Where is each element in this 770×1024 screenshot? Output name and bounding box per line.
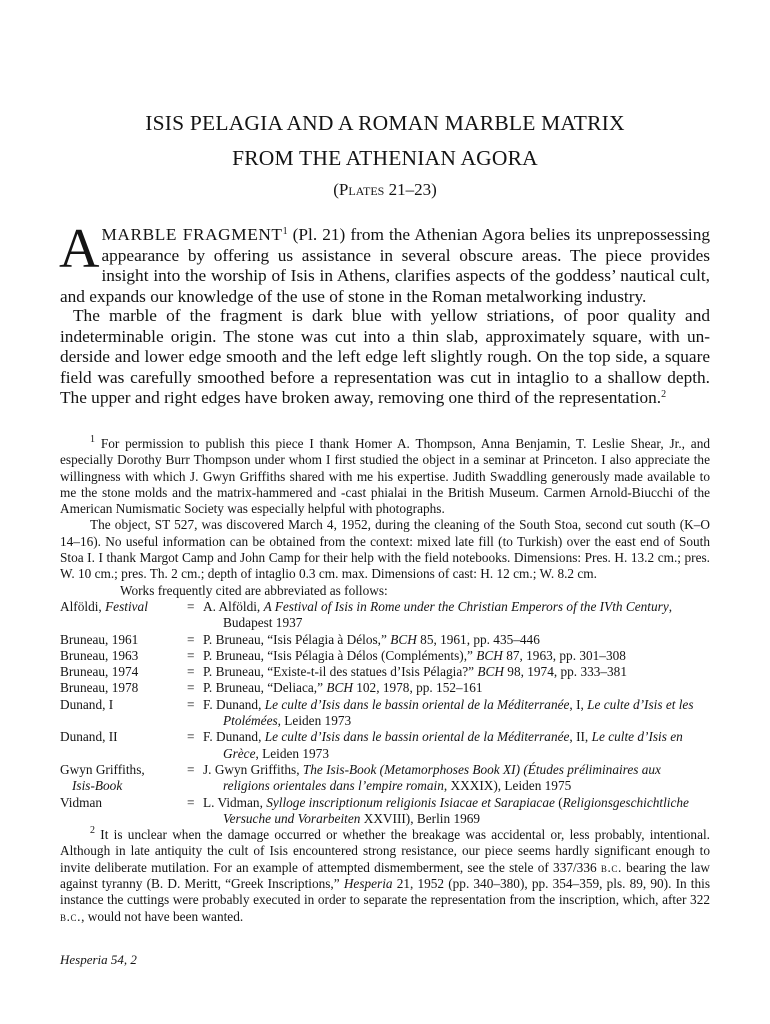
equals-sign: = xyxy=(187,761,195,777)
abbreviation-value xyxy=(203,762,710,795)
footnote-ref-1[interactable]: 1 xyxy=(282,226,288,237)
equals-sign: = xyxy=(187,598,195,614)
footnote-1 xyxy=(60,436,710,517)
value-text: , Leiden 1973 xyxy=(255,745,329,761)
abbreviation-key xyxy=(60,762,187,795)
abbreviation-key: Bruneau, 1978 xyxy=(60,680,139,696)
value-text: , II, xyxy=(569,729,592,745)
value-italic: BCH xyxy=(326,680,353,696)
value-text: J. Gwyn Griffiths, xyxy=(203,761,303,777)
journal-title: Hesperia xyxy=(343,876,393,892)
abbreviations-intro: Works frequently cited are abbreviated as follows: xyxy=(120,582,388,598)
value-text: F. Dunand, xyxy=(203,696,265,712)
era-abbreviation: b.c. xyxy=(60,908,82,924)
value-text: , Budapest 1937 xyxy=(223,598,673,631)
paragraph-1 xyxy=(59,218,710,307)
abbreviation-row xyxy=(60,729,710,762)
value-italic: Le culte d’Isis dans le bassin oriental de la Méditerranée xyxy=(264,729,570,745)
paragraph-2 xyxy=(60,306,710,409)
paragraph-2-text: The marble of the fragment is dark blue with yellow striations, of poor quality and indeterminable origin. The stone was cut into a thin slab, approximately square, with underside and lower edge smooth and the left edge left slightly rough. On the top side, a square field was carefully smoothed before a representation was cut in intaglio to a shallow depth. The upper and right edges have broken away, removing one third of the representation. xyxy=(60,306,710,407)
article-title-line-1: ISIS PELAGIA AND A ROMAN MARBLE MATRIX xyxy=(145,111,625,135)
abbreviation-row xyxy=(60,648,710,664)
value-italic: Le culte d’Isis en Grèce xyxy=(223,729,683,761)
equals-sign: = xyxy=(187,631,195,647)
footnote-2-text: bearing the law against tyranny (B. D. Meritt, “Greek Inscriptions,” xyxy=(60,859,710,892)
equals-sign: = xyxy=(187,794,195,810)
abbreviation-row xyxy=(60,697,710,730)
value-italic: Sylloge inscriptionum religionis Isiacae et Sarapiacae xyxy=(266,794,555,810)
era-abbreviation: b.c. xyxy=(600,859,622,875)
abbreviation-key: Bruneau, 1974 xyxy=(60,664,139,680)
article-title-line-2: FROM THE ATHENIAN AGORA xyxy=(232,146,538,170)
abbreviation-value xyxy=(203,599,710,632)
value-text: 85, 1961, pp. 435–446 xyxy=(416,631,540,647)
value-italic: The Isis-Book (Metamorphoses Book XI) (Études préliminaires aux religions orientales dans l’empire romain xyxy=(223,761,661,794)
value-text: 87, 1963, pp. 301–308 xyxy=(502,647,626,663)
abbreviation-row xyxy=(60,680,710,696)
abbreviation-value xyxy=(203,697,710,730)
value-text: , XXXIX), Leiden 1975 xyxy=(443,778,572,794)
footnote-2-text: 21, 1952 (pp. 340–380), pp. 354–359, pls. 89, 90). In this instance the cuttings were probably executed in order to separate the representation from the inscription, which, after 322 xyxy=(60,876,711,908)
value-text: P. Bruneau, “Existe-t-il des statues d’Isis Pélagia?” xyxy=(203,664,478,680)
abbreviation-value xyxy=(203,648,710,664)
abbreviation-row xyxy=(60,664,710,680)
abbreviation-key-italic: Festival xyxy=(105,598,148,614)
value-italic: BCH xyxy=(476,647,503,663)
footnote-ref-2[interactable]: 2 xyxy=(661,389,667,400)
value-italic: BCH xyxy=(477,664,504,680)
footnote-2-number: 2 xyxy=(90,825,95,837)
abbreviation-value xyxy=(203,680,710,696)
value-italic: A Festival of Isis in Rome under the Christian Emperors of the IVth Century xyxy=(263,598,669,614)
abbreviation-row xyxy=(60,632,710,648)
value-text: P. Bruneau, “Isis Pélagia à Délos (Compléments),” xyxy=(203,647,477,663)
footnote-1-paragraph-2: The object, ST 527, was discovered March 4, 1952, during the cleaning of the South Stoa, second cut south (K–O 14–16). No useful information can be obtained from the context: mixed late fill (to Turkish) over the east end of South Stoa I. I thank Margot Camp and John Camp for their help with the field notebooks. Dimensions: Pres. H. 13.2 cm.; pres. W. 10 cm.; pres. Th. 2 cm.; depth of intaglio 0.3 cm. max. Dimensions of cast: H. 12 cm.; W. 8.2 cm. xyxy=(60,517,710,582)
value-text: 98, 1974, pp. 333–381 xyxy=(503,664,627,680)
lead-in: MARBLE FRAGMENT xyxy=(101,225,283,244)
value-italic: Le culte d’Isis dans le bassin oriental de la Méditerranée xyxy=(264,696,570,712)
footnote-1-text: For permission to publish this piece I thank Homer A. Thompson, Anna Benjamin, T. Leslie Shear, Jr., and especially Dorothy Burr Thompson under whom I first studied the object in a seminar at Princeton. I also appreciate the willingness with which J. Gwyn Griffiths shared with me his expertise. Judith Swaddling generously made available to me the stone molds and the matrix-hammered and -cast phialai in the British Museum. Carmen Arnold-Biucchi of the American Numismatic Society was especially helpful with photographs. xyxy=(60,436,710,517)
value-text: P. Bruneau, “Deliaca,” xyxy=(203,680,327,696)
equals-sign: = xyxy=(187,696,195,712)
footnote-2 xyxy=(60,827,710,925)
value-text: A. Alföldi, xyxy=(203,598,264,614)
footnotes xyxy=(60,436,710,925)
abbreviation-key-text: Gwyn Griffiths, xyxy=(60,761,145,777)
value-text: , I, xyxy=(569,696,588,712)
equals-sign: = xyxy=(187,664,195,680)
footnote-2-text: It is unclear when the damage occurred or whether the breakage was accidental or, less probably, intentional. Although in late antiquity the cult of Isis encountered strong resistance, our piece seems hardly significant enough to invite deliberate mutilation. For an example of attempted dismemberment, see the stele of 337/336 xyxy=(60,827,710,875)
paragraph-1-text: (Pl. 21) from the Athenian Agora belies its unprepossessing appearance by offering us assistance in several obscure areas. The piece provides insight into the worship of Isis in Athens, clarifies aspects of the goddess’ nautical cult, and expands our knowledge of the use of stone in the Roman metalworking industry. xyxy=(60,225,710,306)
equals-sign: = xyxy=(187,729,195,745)
abbreviation-key xyxy=(60,599,187,632)
value-text: P. Bruneau, “Isis Pélagia à Délos,” xyxy=(203,631,391,647)
abbreviation-key: Dunand, I xyxy=(60,696,114,712)
value-italic: Le culte d’Isis et les Ptolémées xyxy=(223,696,694,729)
abbreviation-key-text: Alföldi, xyxy=(60,598,106,614)
footnote-2-text: , would not have been wanted. xyxy=(81,908,244,924)
abbreviation-value xyxy=(203,729,710,762)
value-italic: BCH xyxy=(390,631,417,647)
abbreviation-value xyxy=(203,664,710,680)
abbreviation-key: Bruneau, 1961 xyxy=(60,631,139,647)
value-text: 102, 1978, pp. 152–161 xyxy=(352,680,483,696)
abbreviation-row xyxy=(60,762,710,795)
abbreviation-value xyxy=(203,632,710,648)
plates-reference: (Plates 21–23) xyxy=(333,180,437,199)
drop-cap: A xyxy=(59,218,100,280)
value-text: L. Vidman, xyxy=(203,794,267,810)
value-text: , Leiden 1973 xyxy=(277,713,352,729)
abbreviation-row xyxy=(60,795,710,828)
abbreviation-row xyxy=(60,599,710,632)
value-italic: Religionsgeschichtliche Versuche und Vorarbeiten xyxy=(223,794,689,826)
equals-sign: = xyxy=(187,647,195,663)
abbreviation-key-italic: Isis-Book xyxy=(72,778,123,794)
abbreviation-key: Vidman xyxy=(60,794,103,810)
abbreviation-key: Bruneau, 1963 xyxy=(60,647,139,663)
footnote-1-number: 1 xyxy=(90,434,95,445)
equals-sign: = xyxy=(187,680,195,696)
abbreviation-key: Dunand, II xyxy=(60,729,118,745)
value-text: ( xyxy=(554,794,563,810)
abbreviation-value xyxy=(203,795,710,828)
value-text: XXVIII), Berlin 1969 xyxy=(360,810,481,826)
journal-folio: Hesperia 54, 2 xyxy=(60,952,137,967)
value-text: F. Dunand, xyxy=(203,729,265,745)
